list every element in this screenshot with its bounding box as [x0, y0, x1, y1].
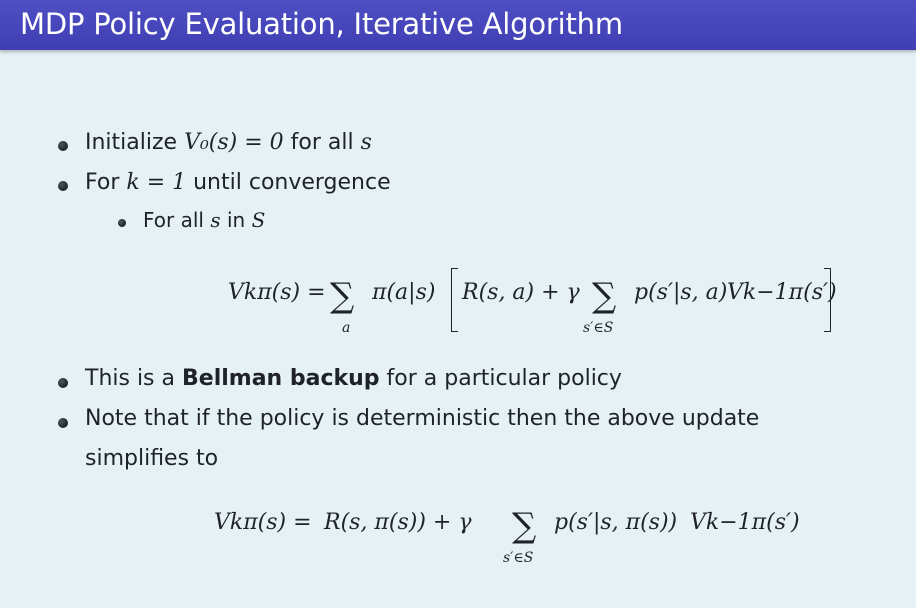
eq1-transition: p(s′|s, a)	[634, 280, 728, 305]
math-initial-value: V₀(s) = 0	[184, 130, 284, 155]
eq2-reward: R(s, π(s)) + γ	[324, 510, 472, 535]
eq2-lhs: Vkπ(s) =	[214, 510, 312, 535]
eq1-right-bracket	[824, 268, 831, 332]
bullet-icon	[58, 181, 68, 191]
sub-bullet-for-all-s: For all s in S	[143, 208, 266, 232]
math-k-init: k = 1	[126, 170, 187, 195]
eq1-sum-index: a	[342, 320, 351, 336]
bullet-icon	[58, 378, 68, 388]
eq1-sum-symbol: ∑	[330, 276, 355, 316]
bullet-deterministic-line1: Note that if the policy is deterministic then the above update	[85, 406, 760, 431]
eq2-transition: p(s′|s, π(s))	[554, 510, 678, 535]
bullet-icon	[58, 141, 68, 151]
eq1-next-value: Vk−1π(s′)	[727, 280, 837, 305]
bullet-deterministic-line2: simplifies to	[85, 446, 219, 471]
eq1-lhs: Vkπ(s) =	[228, 280, 326, 305]
bullet-icon	[58, 418, 68, 428]
eq1-sum-index-2: s′∈S	[583, 320, 614, 336]
eq1-reward: R(s, a) + γ	[462, 280, 580, 305]
eq1-policy-term: π(a|s)	[372, 280, 436, 305]
sub-bullet-icon	[118, 219, 126, 227]
slide-title-bar	[0, 0, 916, 50]
bullet-for-k: For k = 1 until convergence	[85, 170, 391, 195]
slide-title: MDP Policy Evaluation, Iterative Algorithm	[20, 7, 623, 41]
bold-bellman-backup: Bellman backup	[182, 366, 380, 391]
eq1-sum-symbol-2: ∑	[592, 276, 617, 316]
eq2-sum-symbol: ∑	[512, 506, 537, 546]
eq2-next-value: Vk−1π(s′)	[690, 510, 800, 535]
bullet-initialize: Initialize V₀(s) = 0 for all s	[85, 130, 372, 155]
eq1-left-bracket	[451, 268, 458, 332]
eq2-sum-index: s′∈S	[503, 550, 534, 566]
bullet-bellman-backup: This is a Bellman backup for a particular policy	[85, 366, 622, 391]
